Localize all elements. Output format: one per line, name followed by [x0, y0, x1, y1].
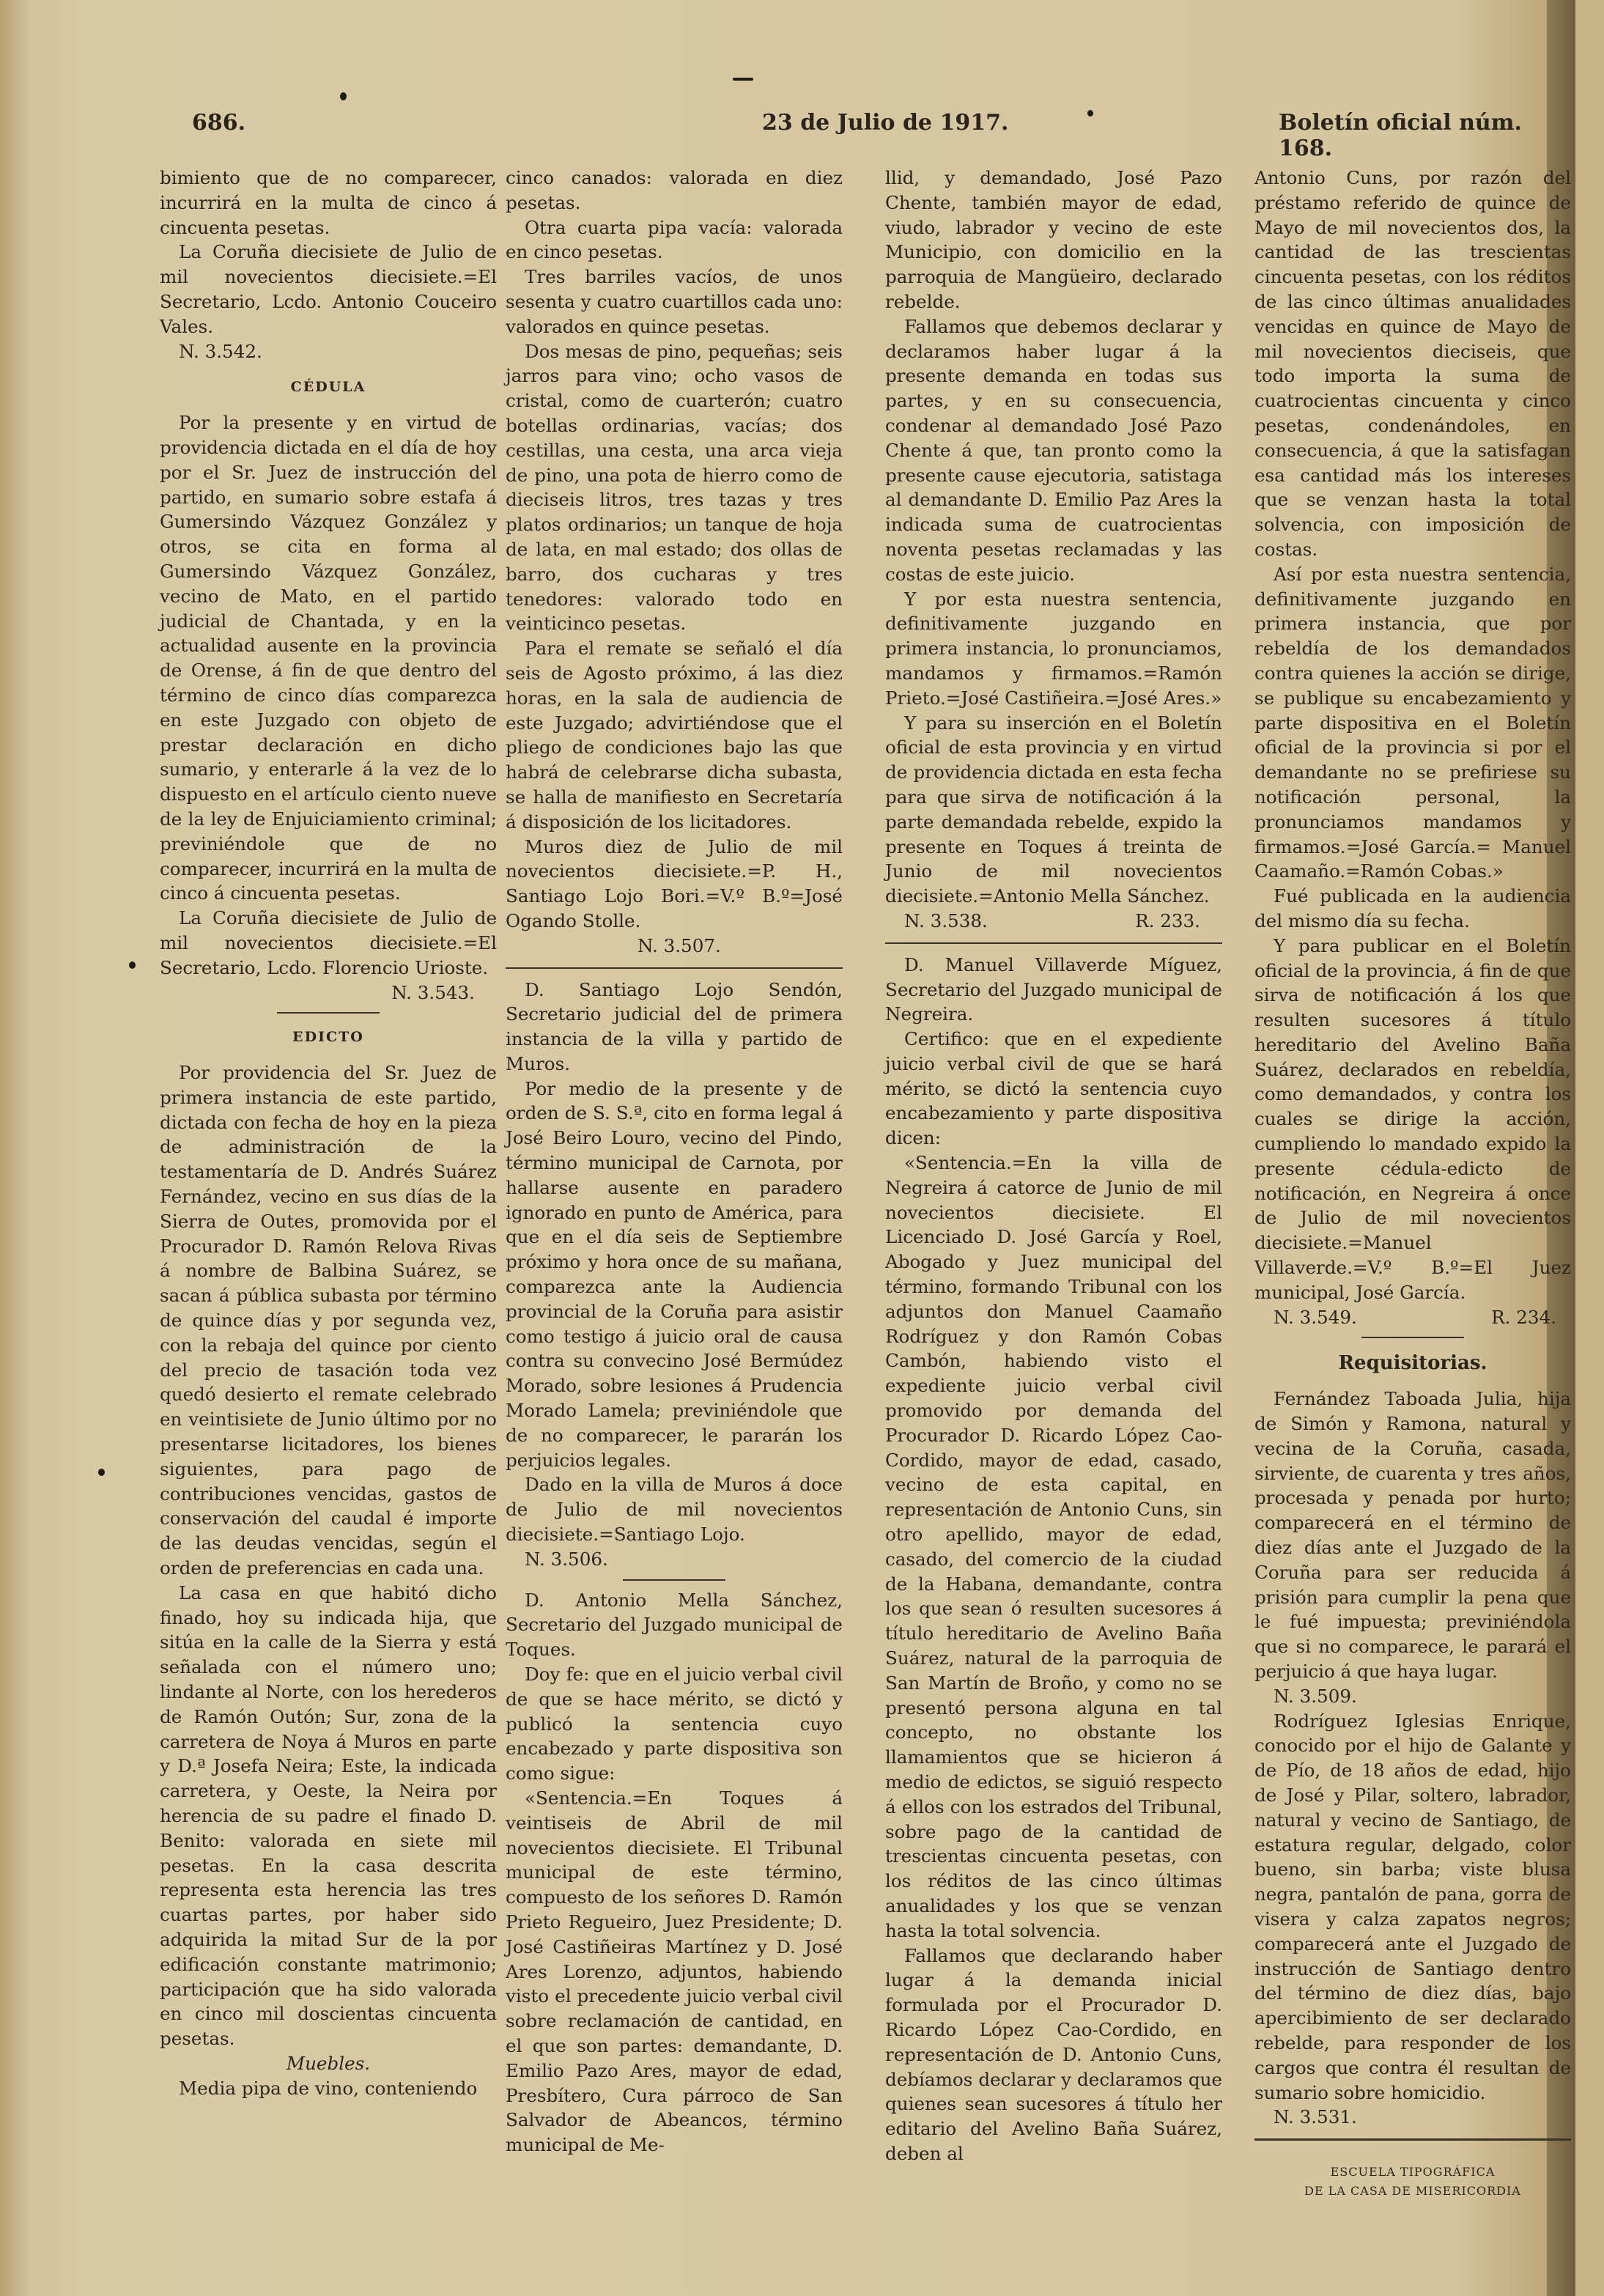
notice-number: N. 3.538.	[904, 909, 988, 931]
notice-number: N. 3.542.	[179, 340, 262, 362]
paragraph: La Coruña diecisiete de Julio de mil novecientos diecisiete.=El Secretario, Lcdo. Antonio Couceiro Vales.	[160, 241, 497, 337]
notice-number: N. 3.506.	[525, 1548, 608, 1570]
notice-number-row	[1254, 1305, 1571, 1330]
divider	[277, 1012, 380, 1014]
paragraph: llid, y demandado, José Pazo Chente, también mayor de edad, viudo, labrador y vecino de este Municipio, con domicilio en la parroquia de Mangüeiro, declarado rebelde.	[885, 167, 1222, 312]
printer-imprint	[1254, 2163, 1571, 2201]
paragraph: Para el remate se señaló el día seis de Agosto próximo, á las diez horas, en la sala de audiencia de este Juzgado; advirtiéndose que el pliego de condiciones bajo las que habrá de celebrarse dicha subasta, se halla de manifiesto en Secretaría á disposición de los licitadores.	[506, 638, 843, 833]
divider	[885, 942, 1222, 944]
divider	[623, 1579, 725, 1581]
notice-number: N. 3.531.	[1274, 2106, 1357, 2128]
column-3	[885, 166, 1222, 2166]
paragraph: Tres barriles vacíos, de unos sesenta y cuatro cuartillos cada uno: valorados en quince pesetas.	[506, 266, 843, 337]
registry-number: R. 234.	[1491, 1306, 1556, 1328]
ink-spot	[98, 1469, 105, 1476]
printer-line-2: DE LA CASA DE MISERICORDIA	[1304, 2184, 1521, 2199]
section-heading-cedula: CÉDULA	[290, 379, 366, 396]
paragraph: Y para publicar en el Boletín oficial de la provincia, á fin de que sirva de notificación á los que resulten sucesores á título hereditario del Avelino Baña Suárez, declarados en rebeldía, como demandados, y contra los cuales se dirige la acción, cumpliendo lo mandado expido la presente cédula-edicto de notificación, en Negreira á once de Julio de mil novecientos diecisiete.=Manuel Villaverde.=V.º B.º=El Juez municipal, José García.	[1254, 934, 1571, 1303]
printer-line-1: ESCUELA TIPOGRÁFICA	[1330, 2165, 1496, 2179]
paragraph: Doy fe: que en el juicio verbal civil de que se hace mérito, se dictó y publicó la sentencia cuyo encabezado y parte dispositiva son como sigue:	[506, 1664, 843, 1784]
paragraph: bimiento que de no comparecer, incurrirá en la multa de cinco á cincuenta pesetas.	[160, 167, 497, 238]
paragraph: Dos mesas de pino, pequeñas; seis jarros para vino; ocho vasos de cristal, como de cuarterón; cuatro botellas ordinarias, vacías; dos cestillas, una cesta, una arca vieja de pino, una pota de hierro como de dieciseis litros, tres tazas y tres platos ordinarios; un tanque de hoja de lata, en mal estado; dos ollas de barro, dos cucharas y tres tenedores: valorado todo en veinticinco pesetas.	[506, 340, 843, 635]
official-heading: D. Santiago Lojo Sendón, Secretario judicial del de primera instancia de la villa y partido de Muros.	[506, 978, 843, 1074]
column-4	[1254, 166, 1571, 2201]
paragraph: Por la presente y en virtud de providencia dictada en el día de hoy por el Sr. Juez de instrucción del partido, en sumario sobre estafa á Gumersindo Vázquez González y otros, se cita en forma al Gumersindo Vázquez González, vecino de Mato, en el partido judicial de Chantada, y en la actualidad ausente en la provincia de Orense, á fin de que dentro del término de cinco días comparezca en este Juzgado con objeto de prestar declaración en dicho sumario, y enterarle á la vez de lo dispuesto en el artículo ciento nueve de la ley de Enjuiciamiento criminal; previniéndole que de no comparecer, incurrirá en la multa de cinco á cincuenta pesetas.	[160, 412, 497, 904]
official-heading: D. Antonio Mella Sánchez, Secretario del Juzgado municipal de Toques.	[506, 1589, 843, 1661]
requisitoria: Rodríguez Iglesias Enrique, conocido por el hijo de Galante y de Pío, de 18 años de edad, hijo de José y Pilar, soltero, labrador, natural y vecino de Santiago, de estatura regular, delgado, color bueno, sin barba; viste blusa negra, pantalón de pana, gorra de visera y calza zapatos negros; comparecerá ante el Juzgado de instrucción de Santiago dentro del término de diez días, bajo apercibimiento de ser declarado rebelde, para responder de los cargos que contra él resultan de sumario sobre homicidio.	[1254, 1710, 1571, 2103]
page-number: 686.	[192, 110, 246, 136]
publication-title: Boletín oficial núm. 168.	[1279, 110, 1522, 161]
ink-spot	[733, 78, 753, 81]
divider	[506, 967, 843, 969]
notice-number-row	[885, 909, 1222, 934]
paragraph: La Coruña diecisiete de Julio de mil novecientos diecisiete.=El Secretario, Lcdo. Florencio Uriostе.	[160, 907, 497, 978]
paragraph: Media pipa de vino, conteniendo	[179, 2077, 478, 2099]
paragraph: cinco canados: valorada en diez pesetas.	[506, 167, 843, 213]
column-2	[506, 166, 843, 2157]
paragraph: Antonio Cuns, por razón del préstamo referido de quince de Mayo de mil novecientos dos, la cantidad de las trescientas cincuenta pesetas, con los réditos de las cinco últimas anualidades vencidas en quince de Mayo de mil novecientos dieciseis, que todo importa la suma de cuatrocientas cincuenta y cinco pesetas, condenándoles, en consecuencia, á que la satisfagan esa cantidad más los intereses que se venzan hasta la total solvencia, con imposición de costas.	[1254, 167, 1571, 560]
registry-number: R. 233.	[1135, 909, 1200, 931]
paragraph: Fallamos que declarando haber lugar á la demanda inicial formulada por el Procurador D. Ricardo López Cao-Cordido, en representación de D. Antonio Cuns, debíamos declarar y declaramos que quienes sean sucesores á título her editario del Avelino Baña Suárez, deben al	[885, 1944, 1222, 2164]
requisitoria: Fernández Taboada Julia, hija de Simón y Ramona, natural y vecina de la Coruña, casada, sirviente, de cuarenta y tres años, procesada y penada por hurto; comparecerá en el término de diez días ante el Juzgado de la Coruña para ser reducida á prisión para cumplir la pena que le fué impuesta; previniéndola que si no comparece, le parará el perjuicio á que haya lugar.	[1254, 1388, 1571, 1683]
paragraph: «Sentencia.=En Toques á veintiseis de Abril de mil novecientos diecisiete. El Tribunal municipal de este término, compuesto de los señores D. Ramón Prieto Regueiro, Juez Presidente; D. José Castiñeiras Martínez y D. José Ares Lorenzo, adjuntos, habiendo visto el precedente juicio verbal civil sobre reclamación de cantidad, en el que son partes: demandante, D. Emilio Pazo Ares, mayor de edad, Presbítero, Cura párroco de San Salvador de Abeancos, término municipal de Me-	[506, 1787, 843, 2156]
paragraph: Certifico: que en el expediente juicio verbal civil de que se hará mérito, se dictó la sentencia cuyo encabezamiento y parte dispositiva dicen:	[885, 1028, 1222, 1149]
notice-number: N. 3.543.	[391, 981, 475, 1003]
paragraph: Y para su inserción en el Boletín oficial de esta provincia y en virtud de providencia dictada en esta fecha para que sirva de notificación á la parte demandada rebelde, expido la presente en Toques á treinta de Junio de mil novecientos diecisiete.=Antonio Mella Sánchez.	[885, 712, 1222, 907]
paragraph: Otra cuarta pipa vacía: valorada en cinco pesetas.	[506, 216, 843, 263]
paragraph: Por medio de la presente y de orden de S. S.ª, cito en forma legal á José Beiro Louro, vecino del Pindo, término municipal de Carnota, por hallarse ausente en paradero ignorado en punto de América, para que en el día seis de Septiembre próximo y hora once de su mañana, comparezca ante la Audiencia provincial de la Coruña para asistir como testigo á juicio oral de causa contra su convecino José Bermúdez Morado, sobre lesiones á Prudencia Morado Lamela; previniéndole que de no comparecer, le pararán los perjuicios legales.	[506, 1077, 843, 1471]
paragraph: Por providencia del Sr. Juez de primera instancia de este partido, dictada con fecha de hoy en la pieza de administración de la testamentaría de D. Andrés Suárez Fernández, vecino en sus días de la Sierra de Outes, promovida por el Procurador D. Ramón Relova Rivas á nombre de Balbina Suárez, se sacan á pública subasta por término de quince días y por segunda vez, con la rebaja del quince por ciento del precio de tasación toda vez quedó desierto el remate celebrado en veintisiete de Junio último por no presentarse licitadores, los bienes siguientes, para pago de contribuciones vencidas, gastos de conservación del caudal é importe de las deudas vencidas, según el orden de preferencias en cada una.	[160, 1062, 497, 1579]
notice-number: N. 3.549.	[1274, 1306, 1357, 1328]
paragraph: Y por esta nuestra sentencia, definitivamente juzgando en primera instancia, lo pronunciamos, mandamos y firmamos.=Ramón Prieto.=José Castiñeira.=José Ares.»	[885, 588, 1222, 709]
ink-spot	[129, 961, 136, 969]
paragraph: Fallamos que debemos declarar y declaramos haber lugar á la presente demanda en todas sus partes, y en su consecuencia, condenar al demandado José Pazo Chente á que, tan pronto como la presente cause ejecutoria, satistaga al demandante D. Emilio Paz Ares la indicada suma de cuatrocientas noventa pesetas reclamadas y las costas de este juicio.	[885, 315, 1222, 585]
paragraph: Fué publicada en la audiencia del mismo día su fecha.	[1254, 885, 1571, 931]
column-1	[160, 166, 497, 2101]
official-heading: D. Manuel Villaverde Míguez, Secretario del Juzgado municipal de Negreira.	[885, 953, 1222, 1025]
paragraph: Así por esta nuestra sentencia, definitivamente juzgando en primera instancia, que por rebeldía de los demandados contra quienes la acción se dirige, se publique su encabezamiento y parte dispositiva en el Boletín oficial de la provincia si por el demandante no se prefiriese su notificación personal, la pronunciamos mandamos y firmamos.=José García.= Manuel Caamaño.=Ramón Cobas.»	[1254, 563, 1571, 882]
section-heading-edicto: EDICTO	[292, 1029, 364, 1046]
divider	[1361, 1337, 1464, 1338]
section-heading-requisitorias: Requisitorias.	[1338, 1352, 1487, 1375]
paragraph: «Sentencia.=En la villa de Negreira á catorce de Junio de mil novecientos diecisiete. El Licenciado D. José García y Roel, Abogado y Juez municipal del término, formando Tribunal con los adjuntos don Manuel Caamaño Rodríguez y don Ramón Cobas Cambón, habiendo visto el expediente juicio verbal civil promovido por demanda del Procurador D. Ricardo López Cao-Cordido, mayor de edad, casado, vecino de esta capital, en representación de Antonio Cuns, sin otro apellido, mayor de edad, casado, del comercio de la ciudad de la Habana, demandante, contra los que sean ó resulten sucesores á título hereditario de Avelino Baña Suárez, natural de la parroquia de San Martín de Broño, y como no se presentó persona alguna en tal concepto, no obstante los llamamientos que se hicieron á medio de edictos, se siguió respecto á ellos con los estrados del Tribunal, sobre pago de la cantidad de trescientas cincuenta pesetas, con los réditos de las cinco últimas anualidades y los que se venzan hasta la total solvencia.	[885, 1152, 1222, 1941]
ink-spot	[340, 92, 347, 100]
issue-date: 23 de Julio de 1917.	[762, 110, 1009, 136]
paragraph: La casa en que habitó dicho finado, hoy su indicada hija, que sitúa en la calle de la Sierra y está señalada con el número uno; lindante al Norte, con los herederos de Ramón Outón; Sur, zona de la carretera de Noya á Muros en parte y D.ª Josefa Neira; Este, la indicada carretera, y Oeste, la Neira por herencia de su padre el finado D. Benito: valorada en siete mil pesetas. En la casa descrita representa esta herencia las tres cuartas partes, por haber sido adquirida la mitad Sur de la por edificación constante matrimonio; participación que ha sido valorada en cinco mil doscientas cincuenta pesetas.	[160, 1581, 497, 2050]
running-head	[0, 110, 1575, 161]
divider	[1254, 2138, 1571, 2141]
notice-number: N. 3.509.	[1274, 1685, 1357, 1707]
notice-number: N. 3.507.	[637, 934, 721, 956]
paragraph: Muros diez de Julio de mil novecientos diecisiete.=P. H., Santiago Lojo Bori.=V.º B.º=José Ogando Stolle.	[506, 835, 843, 931]
paragraph: Dado en la villa de Muros á doce de Julio de mil novecientos diecisiete.=Santiago Lojo.	[506, 1474, 843, 1546]
muebles-label: Muebles.	[286, 2052, 371, 2074]
